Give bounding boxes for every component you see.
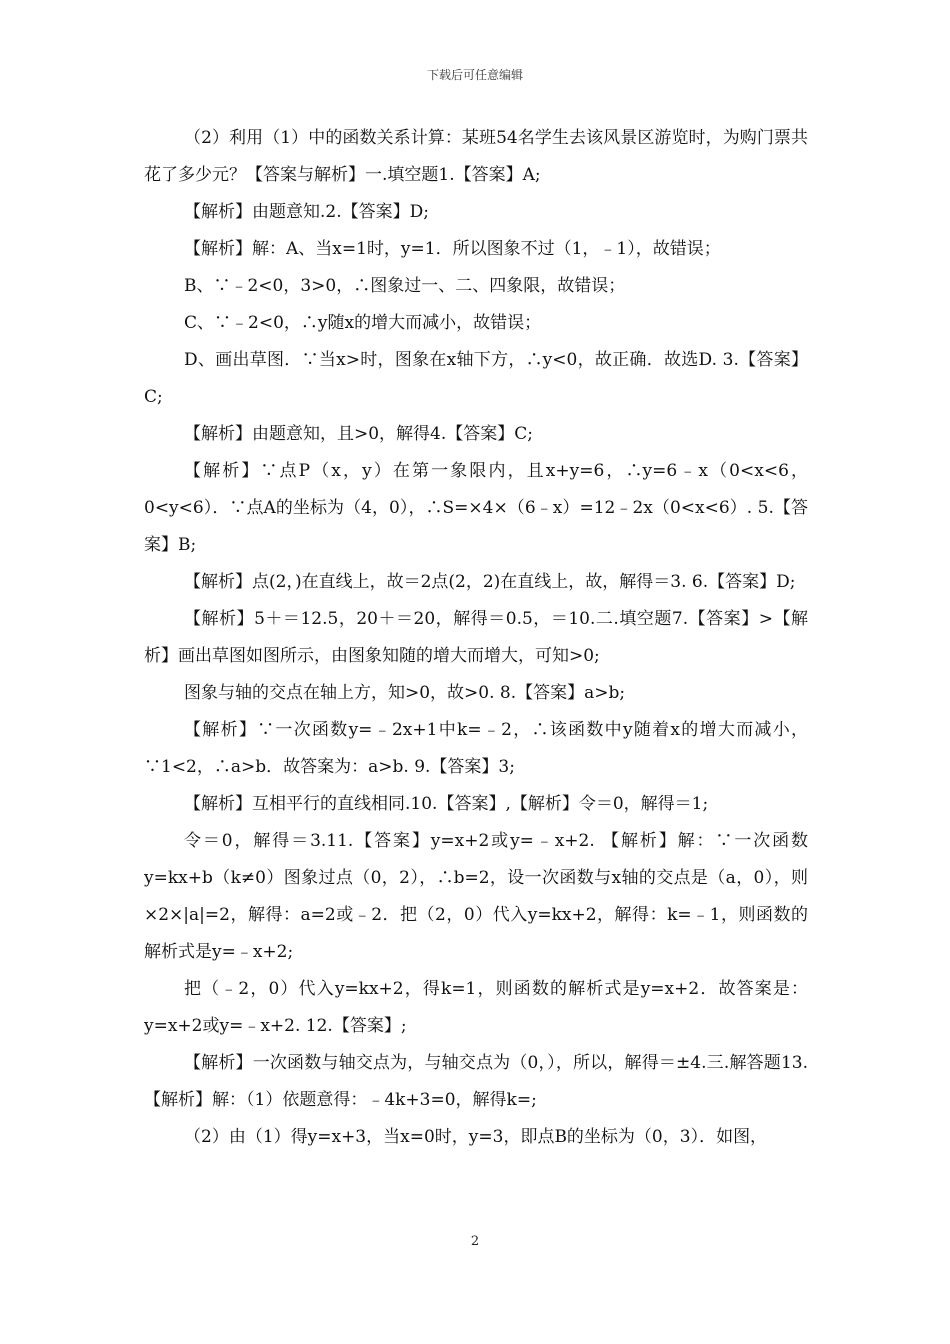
- paragraph: 【解析】一次函数与轴交点为，与轴交点为（0，），所以，解得＝±4.三.解答题13.【解析】解：（1）依题意得：﹣4k+3=0，解得k=;: [144, 1053, 808, 1110]
- paragraph: （2）由（1）得y=x+3，当x=0时，y=3，即点B的坐标为（0，3）．如图，: [184, 1127, 768, 1147]
- paragraph: 【解析】互相平行的直线相同.10.【答案】,【解析】令＝0，解得＝1;: [184, 794, 709, 814]
- paragraph: B、∵﹣2<0，3>0，∴图象过一、二、四象限，故错误；: [184, 276, 626, 296]
- paragraph: 【解析】点(2，)在直线上，故＝2点(2，2)在直线上，故，解得＝3. 6.【答案】D;: [184, 572, 796, 592]
- paragraph: 【解析】∵点P（x，y）在第一象限内，且x+y=6，∴y=6﹣x（0<x<6，0<y<6）．∵点A的坐标为（4，0），∴S=×4×（6﹣x）=12﹣2x（0<x<6）. 5.【答案】B;: [144, 461, 808, 555]
- paragraph: 图象与轴的交点在轴上方，知>0，故>0. 8.【答案】a>b;: [184, 683, 626, 703]
- paragraph: 【解析】5＋＝12.5，20＋＝20，解得＝0.5，＝10.二.填空题7.【答案】>【解析】画出草图如图所示，由图象知随的增大而增大，可知>0;: [144, 609, 808, 666]
- paragraph: 把（﹣2，0）代入y=kx+2，得k=1，则函数的解析式是y=x+2．故答案是：y=x+2或y=﹣x+2. 12.【答案】;: [144, 979, 808, 1036]
- paragraph: 令＝0，解得＝3.11.【答案】y=x+2或y=﹣x+2. 【解析】解：∵一次函数y=kx+b（k≠0）图象过点（0，2），∴b=2，设一次函数与x轴的交点是（a，0），则×2×|a|=2，解得：a=2或﹣2．把（2，0）代入y=kx+2，解得：k=﹣1，则函数的解析式是y=﹣x+2;: [144, 831, 808, 962]
- paragraph: 【解析】∵一次函数y=﹣2x+1中k=﹣2，∴该函数中y随着x的增大而减小，∵1<2，∴a>b．故答案为：a>b. 9.【答案】3;: [144, 720, 808, 777]
- paragraph: D、画出草图．∵当x>时，图象在x轴下方，∴y<0，故正确．故选D. 3.【答案】C;: [144, 350, 808, 407]
- paragraph: 【解析】解：A、当x=1时，y=1．所以图象不过（1，﹣1），故错误；: [184, 239, 721, 259]
- page-number: 2: [470, 1234, 480, 1249]
- paragraph: 【解析】由题意知，且>0，解得4.【答案】C;: [184, 424, 534, 444]
- paragraph: （2）利用（1）中的函数关系计算：某班54名学生去该风景区游览时，为购门票共花了多少元？【答案与解析】一.填空题1.【答案】A;: [144, 128, 808, 185]
- document-body: [144, 120, 808, 1156]
- page-header: 下载后可任意编辑: [426, 68, 523, 82]
- paragraph: 【解析】由题意知.2.【答案】D;: [184, 202, 429, 222]
- paragraph: C、∵﹣2<0，∴y随x的增大而减小，故错误；: [184, 313, 542, 333]
